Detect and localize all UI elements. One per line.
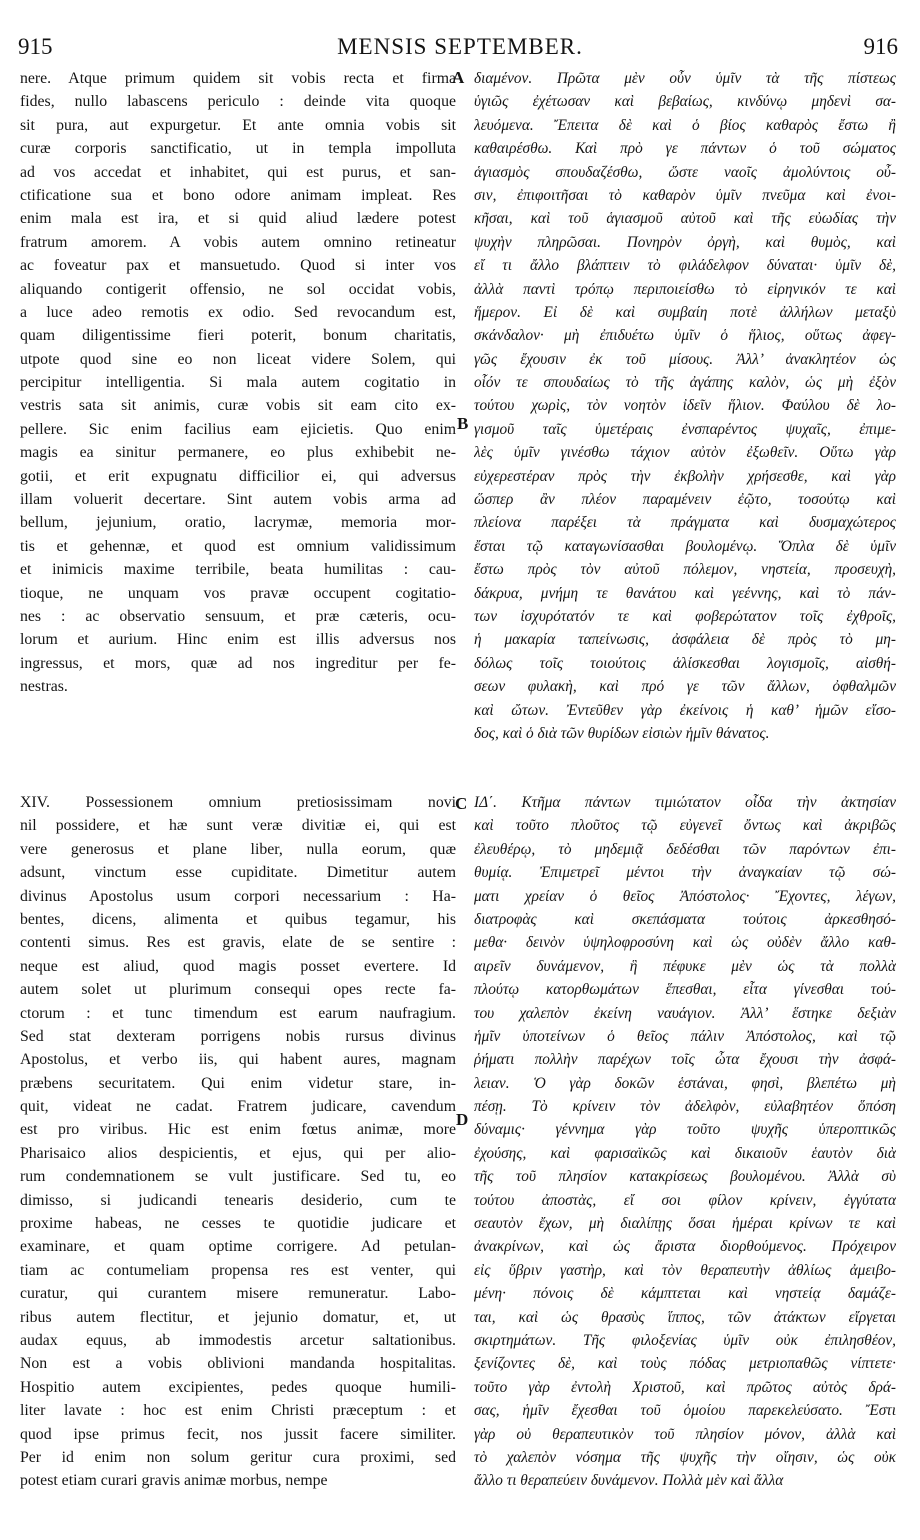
- text-line: διατροφὰς καὶ σκεπάσματα τούτοις ἀρκεσθησό-: [474, 910, 896, 928]
- text-line: σεων φυλακὴ, καὶ πρό γε τῶν ἄλλων, ὀφθαλμῶν: [474, 678, 896, 696]
- text-line: λευόμενα. Ἔπειτα δὲ καὶ ὁ βίος καθαρὸς ἔστω ἢ: [474, 116, 896, 134]
- text-line: καὶ ὤτων. Ἐντεῦθεν γὰρ ἐκείνοις ἡ καθ’ ἡμῶν εἴσο-: [474, 701, 896, 719]
- text-line: ἔστω πρὸς τὸν αὐτοῦ πόλεμον, νηστεία, προσευχὴ,: [474, 561, 896, 579]
- text-line: ac foveatur pax et mansuetudo. Quod si inter vos: [20, 257, 456, 275]
- text-line: ὑγιῶς ἐχέτωσαν καὶ βεβαίως, κινδύνῳ μηδενὶ σα-: [474, 93, 896, 111]
- text-line: rum condemnationem se vult justificare. Sed tu, eo: [20, 1168, 456, 1186]
- margin-marker-c: C: [455, 794, 468, 813]
- text-line: σας, ἡμῖν ἔχεσθαι τοῦ ὁμοίου παρεκελεύσατο. Ἔστι: [474, 1402, 896, 1420]
- text-line: aliquando contigerit offensio, ne sol occidat vobis,: [20, 280, 456, 298]
- text-line: Non est a vobis oblivioni mandanda hospitalitas.: [20, 1355, 456, 1373]
- text-line: tis et gehennæ, et quod est omnium validissimum: [20, 537, 456, 555]
- text-line: Sed stat dexteram porrigens nobis rursus divinus: [20, 1027, 456, 1045]
- text-line: αιρεῖν δυνάμενον, ἣ πέφυκε μὲν ὡς τὰ πολλὰ: [474, 957, 896, 975]
- text-line: διαμένον. Πρῶτα μὲν οὖν ὑμῖν τὰ τῆς πίστεως: [474, 70, 896, 87]
- margin-marker-a: A: [452, 68, 465, 87]
- text-line: autem solet ut plurimum consequi opes recte fa-: [20, 981, 456, 999]
- margin-marker-d: D: [456, 1110, 469, 1129]
- text-line: contenti simus. Res est gravis, elate de se sentire :: [20, 934, 456, 952]
- text-line: τούτου ἀποστὰς, εἴ σοι φίλον κρίνειν, ἐγγύτατα: [474, 1191, 896, 1209]
- text-line: vere generosus et plane liber, nulla eorum, quæ: [20, 840, 456, 858]
- latin-column-bottom: [20, 791, 456, 1493]
- text-line: nestras.: [20, 678, 68, 696]
- text-line: bentes, dicens, alimenta et quibus tegamur, his: [20, 910, 456, 928]
- text-line: a luce adeo remotis ex odio. Sed revocandum est,: [20, 303, 456, 321]
- text-line: Apostolus, et verbo iis, qui habent aures, magnam: [20, 1051, 456, 1069]
- text-line: δος, καὶ ὁ διὰ τῶν θυρίδων εἰσιὼν ἡμῖν θάνατος.: [474, 724, 770, 742]
- page-number-left: 915: [18, 34, 53, 59]
- text-line: ribus autem flectitur, et jejunio domatur, et, ut: [20, 1308, 456, 1326]
- text-line: πέσῃ. Τὸ κρίνειν τὸν ἀδελφὸν, εὐλαβητέον ὅπόση: [474, 1098, 896, 1116]
- text-line: λὲς ὑμῖν γινέσθω τάχιον αὐτὸν ἐξωθεῖν. Οὕτω γὰρ: [474, 444, 896, 462]
- margin-marker-b: B: [457, 414, 469, 433]
- running-title: MENSIS SEPTEMBER.: [337, 34, 583, 59]
- text-line: ματι χρείαν ὁ θεῖος Ἀπόστολος· Ἔχοντες, λέγων,: [474, 887, 896, 905]
- text-line: ἥμερον. Εἰ δὲ καὶ συμβαίη ποτὲ ἀλλήλων μεταξὺ: [474, 303, 896, 321]
- text-line: τὸ χαλεπὸν νόσημα τῆς ψυχῆς τὴν οἴησιν, ὡς οὐκ: [474, 1448, 896, 1466]
- text-line: dimisso, si judicandi tenearis desiderio, cum te: [20, 1191, 456, 1209]
- text-line: Per id enim non solum geritur cura proximi, sed: [20, 1448, 456, 1466]
- text-line: ctificatione sua et bono odore animam impleat. Res: [20, 186, 456, 204]
- text-line: ἔσται τῷ καταγωνίσασθαι βουλομένῳ. Ὅπλα δὲ ὑμῖν: [474, 537, 896, 555]
- greek-column-bottom: [474, 791, 896, 1493]
- text-line: σκάνδαλον· μὴ ἐπιδυέτω ὑμῖν ὁ ἥλιος, οὕτως ἀφεγ-: [474, 327, 896, 345]
- text-line: ψυχὴν πληρῶσαι. Πονηρὸν ὀργὴ, καὶ θυμὸς, καὶ: [474, 233, 896, 251]
- text-line: τούτου χωρὶς, τὸν νοητὸν ἰδεῖν ἥλιον. Φαύλου δὲ λο-: [474, 397, 896, 415]
- text-line: potest etiam curari gravis animæ morbus, nempe: [20, 1472, 328, 1490]
- text-line: quam diligentissime fieri poterit, bonum charitatis,: [20, 327, 456, 345]
- text-line: bellum, jejunium, oratio, lacrymæ, memoria mor-: [20, 514, 456, 532]
- text-line: curæ corporis sanctificatio, ut in templa impolluta: [20, 140, 456, 158]
- text-line: εἴ τι ἄλλο βλάπτειν τὸ φιλάδελφον δύναται· ὑμῖν δὲ,: [474, 257, 896, 275]
- text-line: εὐχερεστέραν πρὸς τὴν ἐκβολὴν χρήσεσθε, καὶ γὰρ: [474, 467, 896, 485]
- text-line: sit pura, aut expurgetur. Et ante omnia vobis sit: [20, 116, 456, 134]
- text-line: illam voluerit decertare. Sint autem vobis arma ad: [20, 491, 456, 509]
- text-line: Pharisaico alios despicientis, et ejus, qui per alio-: [20, 1144, 456, 1162]
- text-line: adsunt, vinctum esse cupiditate. Dimetitur autem: [20, 864, 456, 882]
- text-line: γῶς ἔχουσιν ἐκ τοῦ μίσους. Ἀλλ’ ἀνακλητέον ὡς: [474, 350, 896, 368]
- text-line: εἰς ὕβριν γαστὴρ, καὶ τὸν θεραπευτὴν ἀθλίως ἀμειβο-: [474, 1261, 896, 1279]
- text-line: præbens securitatem. Qui enim videtur stare, in-: [20, 1074, 456, 1092]
- text-line: nere. Atque primum quidem sit vobis recta et firma: [20, 70, 456, 87]
- page-number-right: 916: [863, 34, 898, 59]
- text-line: ἄλλο τι θεραπεύειν δυνάμενον. Πολλὰ μὲν καὶ ἄλλα: [474, 1472, 784, 1490]
- text-line: ται, καὶ ὡς θρασὺς ἵππος, τῶν ἀτάκτων εἴργεται: [474, 1308, 896, 1326]
- text-line: σκιρτημάτων. Τῆς φιλοξενίας ὑμῖν οὐκ ἐπιλησθέον,: [474, 1331, 896, 1349]
- text-line: γὰρ οὐ θεραπευτικὸν τοῦ πλησίον μόνον, ἀλλὰ καὶ: [474, 1425, 896, 1443]
- text-line: ἐλευθέρῳ, τὸ μηδεμιᾷ δεδέσθαι τῶν παρόντων ἐπι-: [474, 840, 896, 858]
- text-line: ἡ μακαρία ταπείνωσις, ἀσφάλεια δὲ πρὸς τὸ μη-: [474, 631, 896, 649]
- text-line: proxime habeas, ne cesses te quotidie judicare et: [20, 1215, 456, 1233]
- text-line: ῥήματι πολλὴν παρέχων τοῖς ὦτα ἔχουσι τὴν ἀσφά-: [474, 1051, 896, 1069]
- text-line: ἁγιασμὸς σπουδαζέσθω, ὥστε ναοῖς ἀμολύντοις οὖ-: [474, 163, 896, 181]
- text-line: ἀλλὰ παντὶ τρόπῳ περιποιείσθω τὸ εἰρηνικόν τε καὶ: [474, 280, 896, 298]
- text-line: ἀνακρίνων, καὶ ὡς ἄριστα διορθούμενος. Πρόχειρον: [474, 1238, 896, 1256]
- text-line: θυμίᾳ. Ἐπιμετρεῖ μέντοι τὴν ἀναγκαίαν τῷ σώ-: [474, 864, 896, 882]
- text-line: quit, videat ne cadat. Fratrem judicare, cavendum: [20, 1098, 456, 1116]
- text-line: vestris sata sit animis, curæ vobis sit eam cito ex-: [20, 397, 456, 415]
- text-line: divinus Apostolus usum corpori necessarium : Ha-: [20, 887, 456, 905]
- text-line: XIV. Possessionem omnium pretiosissimam novi: [20, 794, 456, 811]
- text-line: οἷόν τε σπουδαίως τὸ τῆς ἀγάπης καλὸν, ὡς μὴ ἐξὸν: [474, 374, 896, 392]
- text-line: κῆσαι, καὶ τοῦ ἁγιασμοῦ αὐτοῦ καὶ τῆς εὐωδίας τὴν: [474, 210, 896, 228]
- text-line: σιν, ἐπιφοιτῆσαι τὸ καθαρὸν ὑμῖν πνεῦμα καὶ ἐνοι-: [474, 186, 896, 204]
- text-line: δόλως τοῖς τοιούτοις ἁλίσκεσθαι λογισμοῖς, αἰσθή-: [474, 654, 896, 672]
- text-line: tiam ac contumeliam propensa res est venter, qui: [20, 1261, 456, 1279]
- text-line: tioque, ne unquam vos pravæ occupent cogitatio-: [20, 584, 456, 602]
- text-line: δάκρυα, μνήμη τε θανάτου καὶ γεέννης, καὶ τὸ πάν-: [474, 584, 896, 602]
- text-line: τοῦτο γὰρ ἐντολὴ Χριστοῦ, καὶ πρῶτος αὐτὸς δρά-: [474, 1378, 896, 1396]
- text-line: καθαιρέσθω. Καὶ πρὸ γε πάντων ὁ τοῦ σώματος: [474, 140, 896, 158]
- text-line: του χαλεπὸν ἐκείνη ναυάγιον. Ἀλλ’ ἕστηκε δεξιὰν: [474, 1004, 896, 1022]
- text-line: lorum et aurium. Hinc enim est illis adversus nos: [20, 631, 456, 649]
- text-line: σεαυτὸν ἔχων, μὴ διαλίπῃς ὅσαι ἡμέραι κρίνων τε καὶ: [474, 1215, 896, 1233]
- text-line: καὶ τοῦτο πλοῦτος τῷ εὐγενεῖ ὄντως καὶ ἀκριβῶς: [474, 817, 896, 835]
- text-line: utpote quod sine eo non liceat videre Solem, qui: [20, 350, 456, 368]
- text-line: curatur, qui curantem misere remuneratur. Labo-: [20, 1285, 456, 1303]
- text-line: ΙΔ΄. Κτῆμα πάντων τιμιώτατον οἶδα τὴν ἀκτησίαν: [474, 794, 896, 811]
- text-line: λειαν. Ὁ γὰρ δοκῶν ἑστάναι, φησὶ, βλεπέτω μὴ: [474, 1074, 896, 1092]
- text-line: examinare, et quam optime corrigere. Ad petulan-: [20, 1238, 456, 1256]
- text-line: nes : ac observatio sensuum, et præ cæteris, ocu-: [20, 607, 456, 625]
- text-line: των ἰσχυρότατόν τε καὶ φοβερώτατον τοῖς ἐχθροῖς,: [474, 607, 896, 625]
- text-line: liter lavate : hoc est enim Christi præceptum : et: [20, 1402, 456, 1420]
- text-line: magis ea sinitur permanere, eo plus exhibebit ne-: [20, 444, 456, 462]
- text-line: ctorum : et tunc timendum est earum naufragium.: [20, 1004, 456, 1022]
- text-line: ad vos accedat et inhabitet, qui est purus, et san-: [20, 163, 456, 181]
- text-line: ξενίζοντες δὲ, καὶ τοὺς πόδας μετριοπαθῶς νίπτετε·: [474, 1355, 896, 1373]
- text-line: πλούτῳ κατορθωμάτων ἕπεσθαι, εἶτα γίνεσθαι τού-: [474, 981, 896, 999]
- text-line: est pro viribus. Hic est enim fœtus animæ, more: [20, 1121, 456, 1139]
- text-line: ὥσπερ ἂν πλέον παραμένειν ἐῷτο, τοσούτῳ καὶ: [474, 491, 896, 509]
- text-line: μένη· πόνοις δὲ κάμπτεται καὶ νηστείᾳ δαμάζε-: [474, 1285, 896, 1303]
- text-line: nil possidere, et hæ sunt veræ divitiæ ei, qui est: [20, 817, 456, 835]
- greek-column-top: [474, 67, 896, 745]
- page-header: [0, 0, 920, 60]
- text-line: et inimicis maxime terribile, beata humilitas : cau-: [20, 561, 456, 579]
- text-line: ἡμῖν ὑποτείνων ὁ θεῖος πάλιν Ἀπόστολος, καὶ τῷ: [474, 1027, 896, 1045]
- text-line: ingressus, et mors, quæ ad nos ingreditur per fe-: [20, 654, 456, 672]
- text-line: neque est aliud, quod magis posset evertere. Id: [20, 957, 456, 975]
- text-line: γισμοῦ ταῖς ὑμετέραις ἐνσπαρέντος ψυχαῖς, ἐπιμε-: [474, 420, 896, 438]
- text-line: πλείονα παρέξει τὰ πράγματα καὶ δυσμαχώτερος: [474, 514, 896, 532]
- text-line: enim mala est ira, et si quid aliud lædere potest: [20, 210, 456, 228]
- text-line: percipitur intelligentia. Si mala autem cogitatio in: [20, 374, 456, 392]
- text-line: quod ipse primus fecit, nos jussit facere similiter.: [20, 1425, 456, 1443]
- text-line: δύναμις· γέννημα γὰρ τοῦτο ψυχῆς ὑπεροπτικῶς: [474, 1121, 896, 1139]
- text-line: μεθα· δεινὸν ὑψηλοφροσύνη καὶ ὡς οὐδὲν ἄλλο καθ-: [474, 934, 896, 952]
- text-line: gotii, et erit expugnatu difficilior ei, qui adversus: [20, 467, 456, 485]
- text-line: audax equus, ab immodestis arcetur saltationibus.: [20, 1331, 456, 1349]
- text-line: fratrum amorem. A vobis autem omnino retineatur: [20, 233, 456, 251]
- text-line: pellere. Sic enim facilius eam ejicietis. Quo enim: [20, 420, 456, 438]
- text-line: ἐχούσης, καὶ φαρισαϊκῶς καὶ δικαιοῦν ἑαυτὸν διὰ: [474, 1144, 896, 1162]
- text-line: τῆς τοῦ πλησίον κατακρίσεως βουλομένου. Ἀλλὰ σὺ: [474, 1168, 896, 1186]
- latin-column-top: [20, 67, 456, 699]
- text-line: Hospitio autem excipientes, pedes quoque humili-: [20, 1378, 456, 1396]
- text-line: fides, nullo labascens periculo : deinde vita quoque: [20, 93, 456, 111]
